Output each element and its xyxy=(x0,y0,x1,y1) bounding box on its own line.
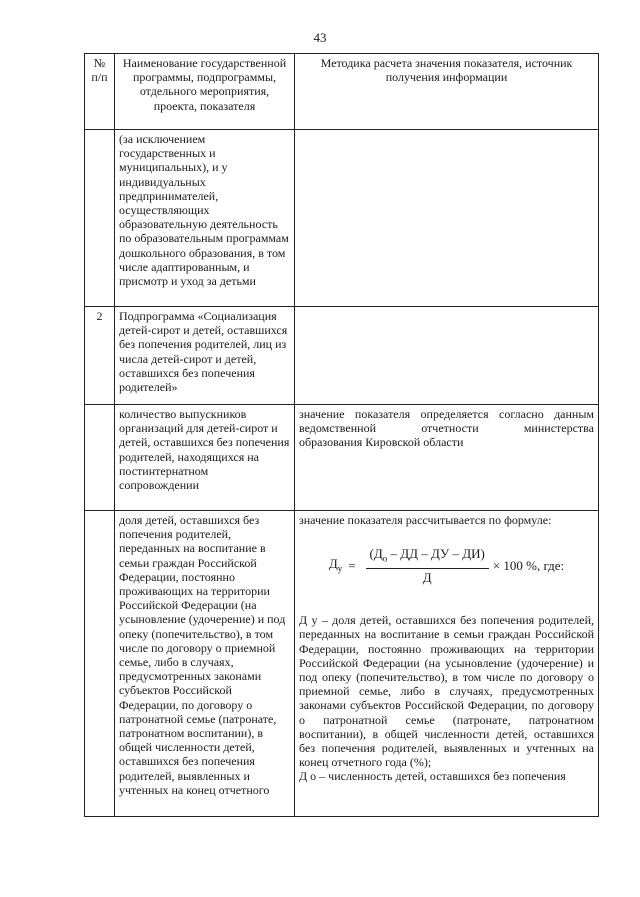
table-row xyxy=(85,511,599,817)
formula-definition: Д о – численность детей, оставшихся без попечения xyxy=(299,769,566,784)
row-method xyxy=(295,307,599,405)
row-name: количество выпускников организаций для детей-сирот и детей, оставшихся без попечения родителей, находящихся на постинтернатном сопровождении xyxy=(115,405,295,511)
formula-denominator: Д xyxy=(422,570,432,585)
formula-equals: = xyxy=(348,558,356,574)
formula-numerator: ($Д_о$ – ДД – ДУ – ДИ) xyxy=(366,547,489,569)
formula-intro: значение показателя рассчитывается по формуле: xyxy=(299,513,552,527)
table-row xyxy=(85,405,599,511)
header-name: Наименование государственной программы, подпрограммы, отдельного мероприятия, проекта, показателя xyxy=(115,54,295,130)
table-row xyxy=(85,307,599,405)
indicator-table xyxy=(84,53,599,817)
formula-fraction xyxy=(366,547,489,585)
formula-lhs: $Д_у$ xyxy=(328,555,343,574)
header-method: Методика расчета значения показателя, источник получения информации xyxy=(295,54,599,130)
row-number xyxy=(85,511,115,817)
table-row xyxy=(85,130,599,307)
formula-definition: Д у – доля детей, оставшихся без попечения родителей, переданных на воспитание в семьи граждан Российской Федерации, постоянно проживающих на территории Российской Федерации (на усыновление (удочерение) и под опеку (попечительство), в том числе по договору о приемной семье, либо в случаях, предусмотренных законами субъектов Российской Федерации, по договору о патронатной семье (патронате, патронатном воспитании), в общей численности детей, оставшихся без попечения родителей, выявленных и учтенных на конец отчетного года (%); xyxy=(299,613,594,770)
row-name: Подпрограмма «Социализация детей-сирот и детей, оставшихся без попечения родителей, лиц из числа детей-сирот и детей, оставшихся без попечения родителей» xyxy=(115,307,295,405)
table-header-row xyxy=(85,54,599,130)
row-number xyxy=(85,130,115,307)
method-text-end: образования Кировской области xyxy=(299,435,464,450)
page-number: 43 xyxy=(313,30,327,45)
method-text: значение показателя определяется согласно данным ведомственной отчетности министерства xyxy=(299,407,594,436)
row-method xyxy=(295,511,599,817)
row-name: (за исключением государственных и муниципальных), и у индивидуальных предпринимателей, осуществляющих образовательную деятельность по образовательным программам дошкольного образования, в том числе адаптированным, и присмотр и уход за детьми xyxy=(115,130,295,307)
row-method xyxy=(295,130,599,307)
row-method xyxy=(295,405,599,511)
row-number: 2 xyxy=(85,307,115,405)
formula-tail: × 100 %, где: xyxy=(492,558,565,574)
formula xyxy=(299,547,594,585)
header-number: № п/п xyxy=(85,54,115,130)
row-number xyxy=(85,405,115,511)
row-name: доля детей, оставшихся без попечения родителей, переданных на воспитание в семьи граждан Российской Федерации, постоянно проживающих на территории Российской Федерации (на усыновление (удочерение) и под опеку (попечительство), в том числе по договору о приемной семье, либо в случаях, предусмотренных законами субъектов Российской Федерации, по договору о патронатной семье (патронате, патронатном воспитании), в общей численности детей, оставшихся без попечения родителей, выявленных и учтенных на конец отчетного xyxy=(115,511,295,817)
